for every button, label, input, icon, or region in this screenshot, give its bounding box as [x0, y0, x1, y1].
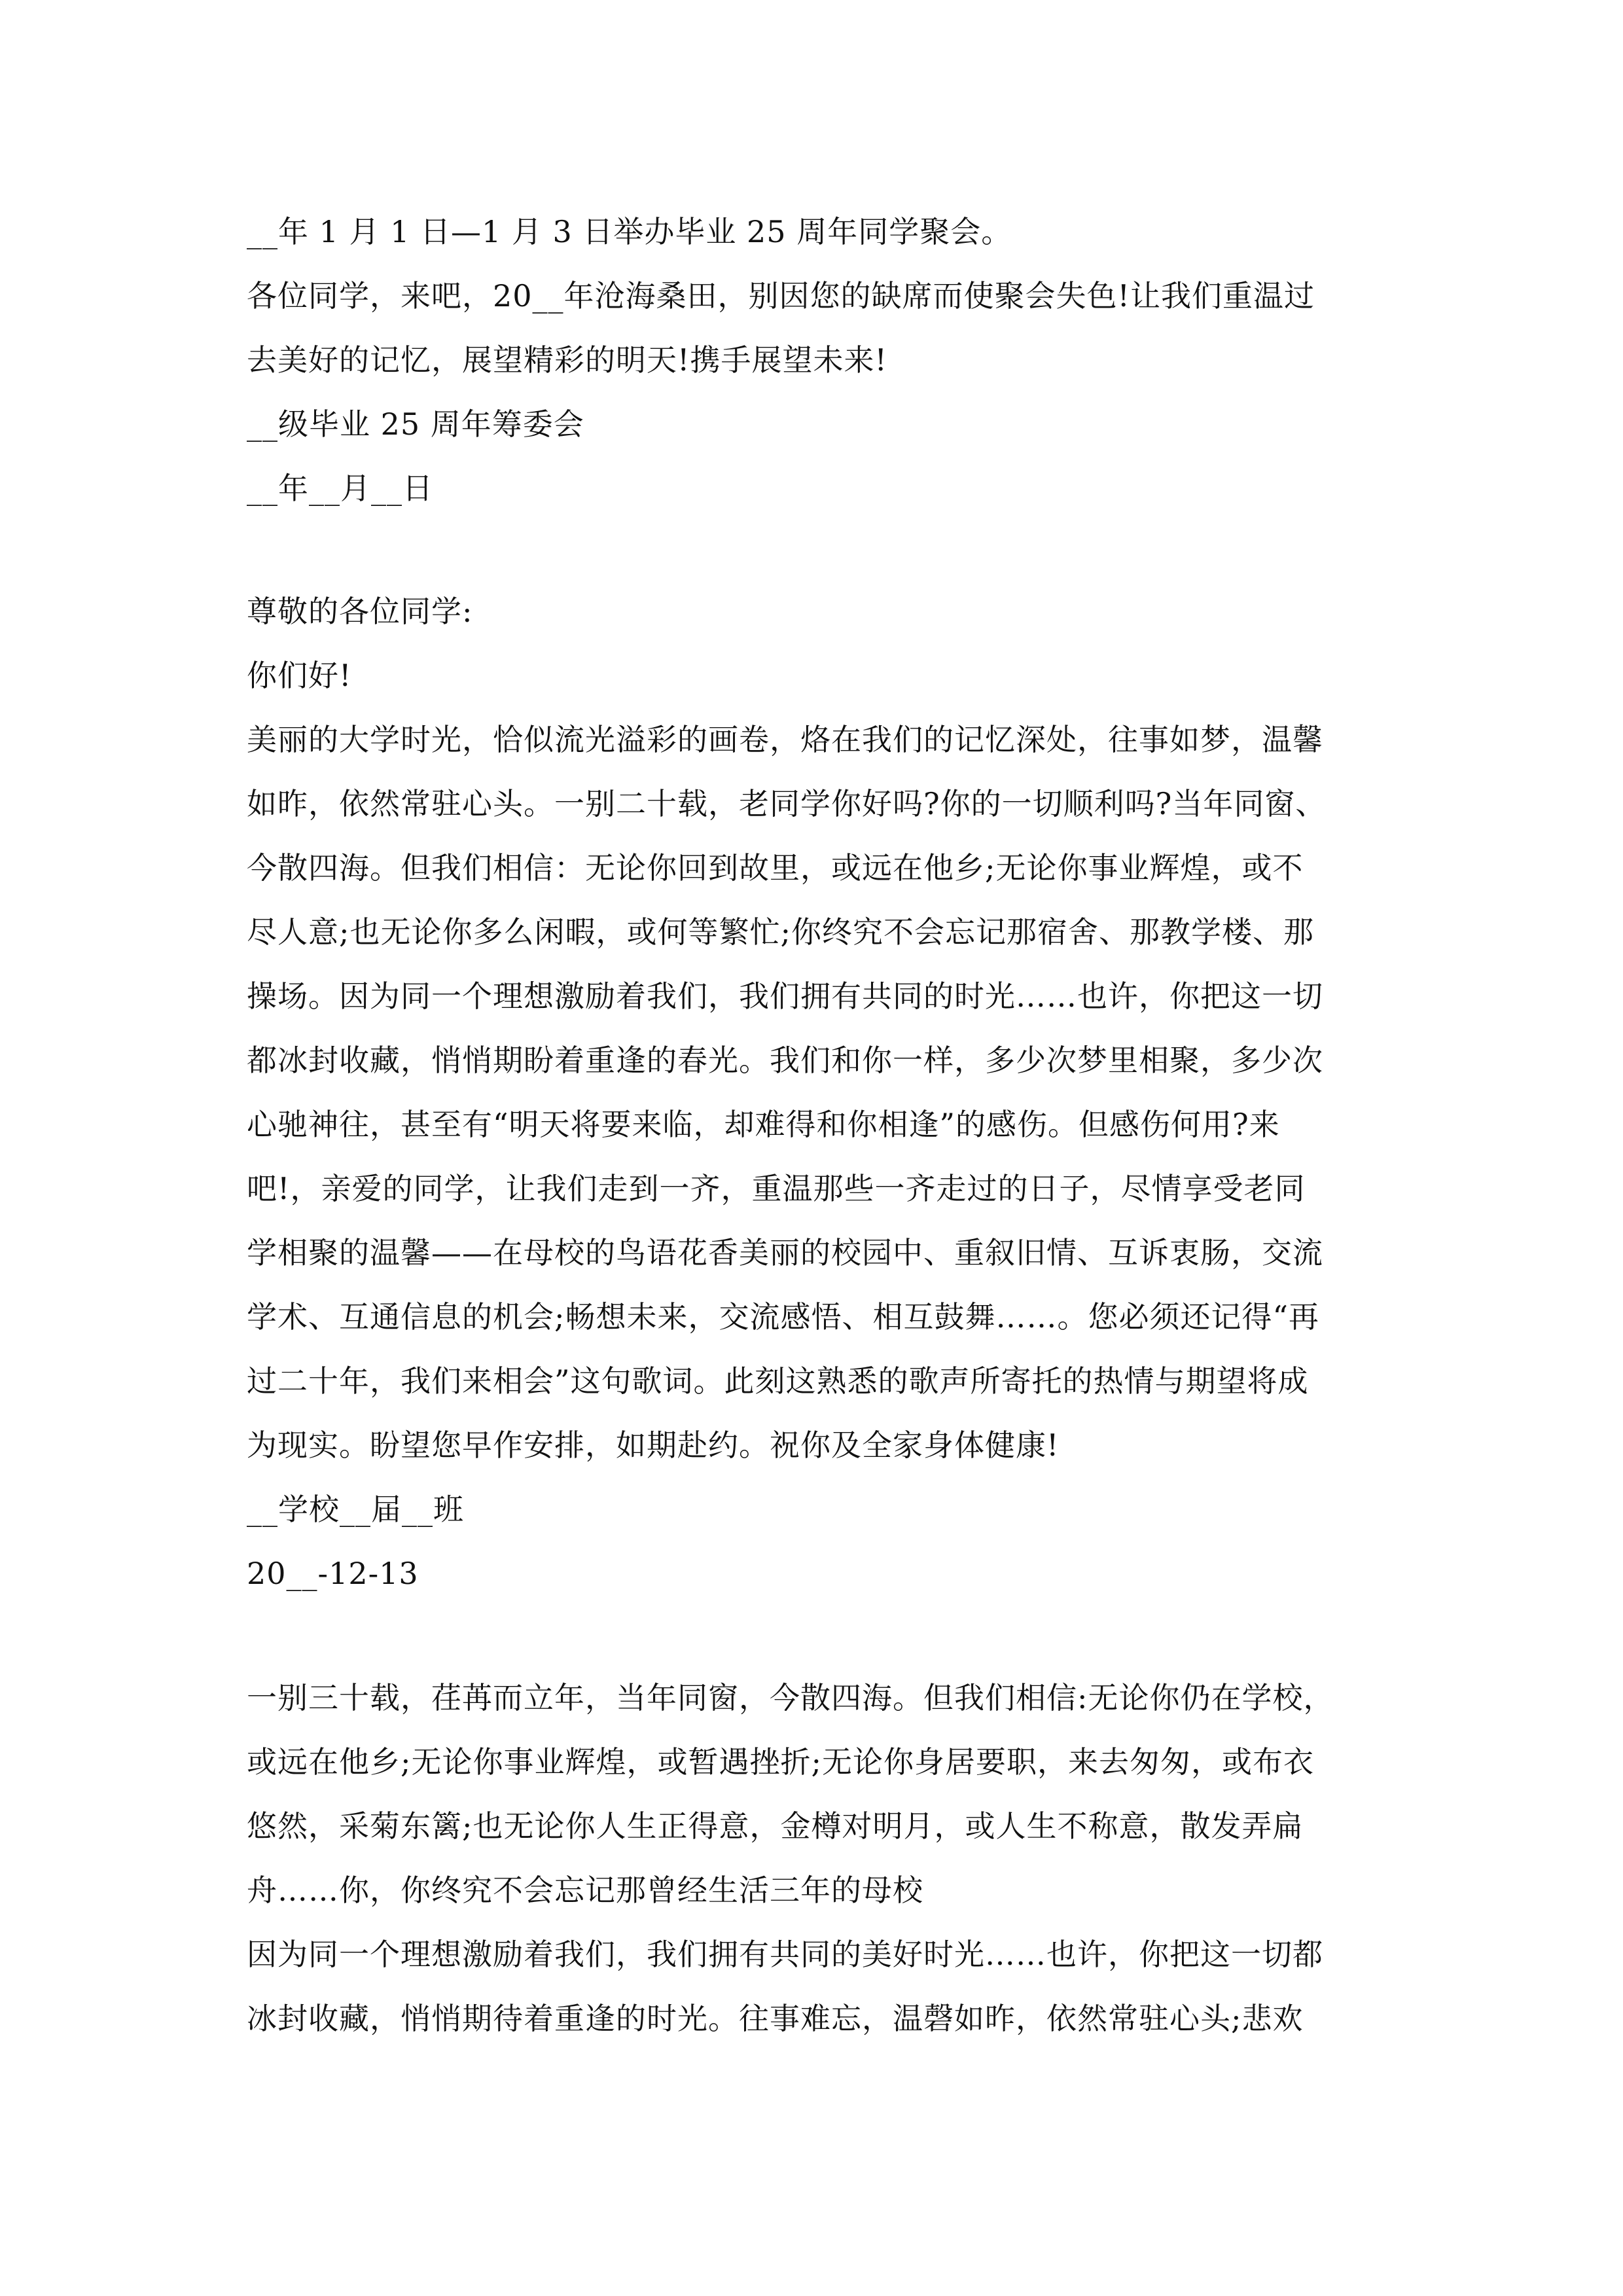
letter-body-line: 为现实。盼望您早作安排，如期赴约。祝你及全家身体健康! — [247, 1427, 1060, 1463]
letter-body-line: 今散四海。但我们相信：无论你回到故里，或远在他乡;无论你事业辉煌，或不 — [247, 850, 1304, 886]
letter-body-line: 学相聚的温馨——在母校的鸟语花香美丽的校园中、重叙旧情、互诉衷肠，交流 — [247, 1235, 1323, 1270]
reunion-notice-section — [247, 200, 1385, 520]
invitation-letter-section — [247, 579, 1385, 1605]
body-line: 悠然，采菊东篱;也无论你人生正得意，金樽对明月，或人生不称意，散发弄扁 — [247, 1808, 1304, 1844]
letter-salutation: 尊敬的各位同学: — [247, 594, 473, 629]
notice-signature: __级毕业 25 周年筹委会 — [247, 406, 584, 442]
letter-body-line: 心驰神往，甚至有“明天将要来临，却难得和你相逢”的感伤。但感伤何用?来 — [247, 1107, 1280, 1142]
letter-greeting: 你们好! — [247, 658, 352, 693]
body-line: 因为同一个理想激励着我们，我们拥有共同的美好时光……也许，你把这一切都 — [247, 1937, 1323, 1972]
letter-body-line: 吧!，亲爱的同学，让我们走到一齐，重温那些一齐走过的日子，尽情享受老同 — [247, 1171, 1306, 1206]
body-line: 一别三十载，荏苒而立年，当年同窗，今散四海。但我们相信:无论你仍在学校， — [247, 1680, 1334, 1715]
letter-body-line: 美丽的大学时光，恰似流光溢彩的画卷，烙在我们的记忆深处，往事如梦，温馨 — [247, 722, 1323, 757]
letter-date: 20__-12-13 — [247, 1556, 419, 1591]
letter-body-line: 学术、互通信息的机会;畅想未来，交流感悟、相互鼓舞……。您必须还记得“再 — [247, 1299, 1320, 1335]
notice-date: __年__月__日 — [247, 471, 433, 506]
notice-body-line: 去美好的记忆，展望精彩的明天!携手展望未来! — [247, 342, 887, 378]
letter-body-line: 尽人意;也无论你多么闲暇，或何等繁忙;你终究不会忘记那宿舍、那教学楼、那 — [247, 914, 1314, 950]
body-line: 或远在他乡;无论你事业辉煌，或暂遇挫折;无论你身居要职，来去匆匆，或布衣 — [247, 1744, 1314, 1780]
body-line: 舟……你，你终究不会忘记那曾经生活三年的母校 — [247, 1873, 923, 1908]
thirty-year-letter-section — [247, 1666, 1385, 2051]
letter-body-line: 过二十年，我们来相会”这句歌词。此刻这熟悉的歌声所寄托的热情与期望将成 — [247, 1363, 1309, 1399]
letter-body-line: 都冰封收藏，悄悄期盼着重逢的春光。我们和你一样，多少次梦里相聚，多少次 — [247, 1043, 1323, 1078]
body-line: 冰封收藏，悄悄期待着重逢的时光。往事难忘，温磬如昨，依然常驻心头;悲欢 — [247, 2001, 1304, 2036]
notice-date-line: __年 1 月 1 日—1 月 3 日举办毕业 25 周年同学聚会。 — [247, 214, 1012, 249]
letter-body-line: 操场。因为同一个理想激励着我们，我们拥有共同的时光……也许，你把这一切 — [247, 978, 1323, 1014]
letter-signature: __学校__届__班 — [247, 1492, 464, 1527]
notice-body-line: 各位同学，来吧，20__年沧海桑田，别因您的缺席而使聚会失色!让我们重温过 — [247, 278, 1315, 314]
letter-body-line: 如昨，依然常驻心头。一别二十载，老同学你好吗?你的一切顺利吗?当年同窗、 — [247, 786, 1327, 821]
